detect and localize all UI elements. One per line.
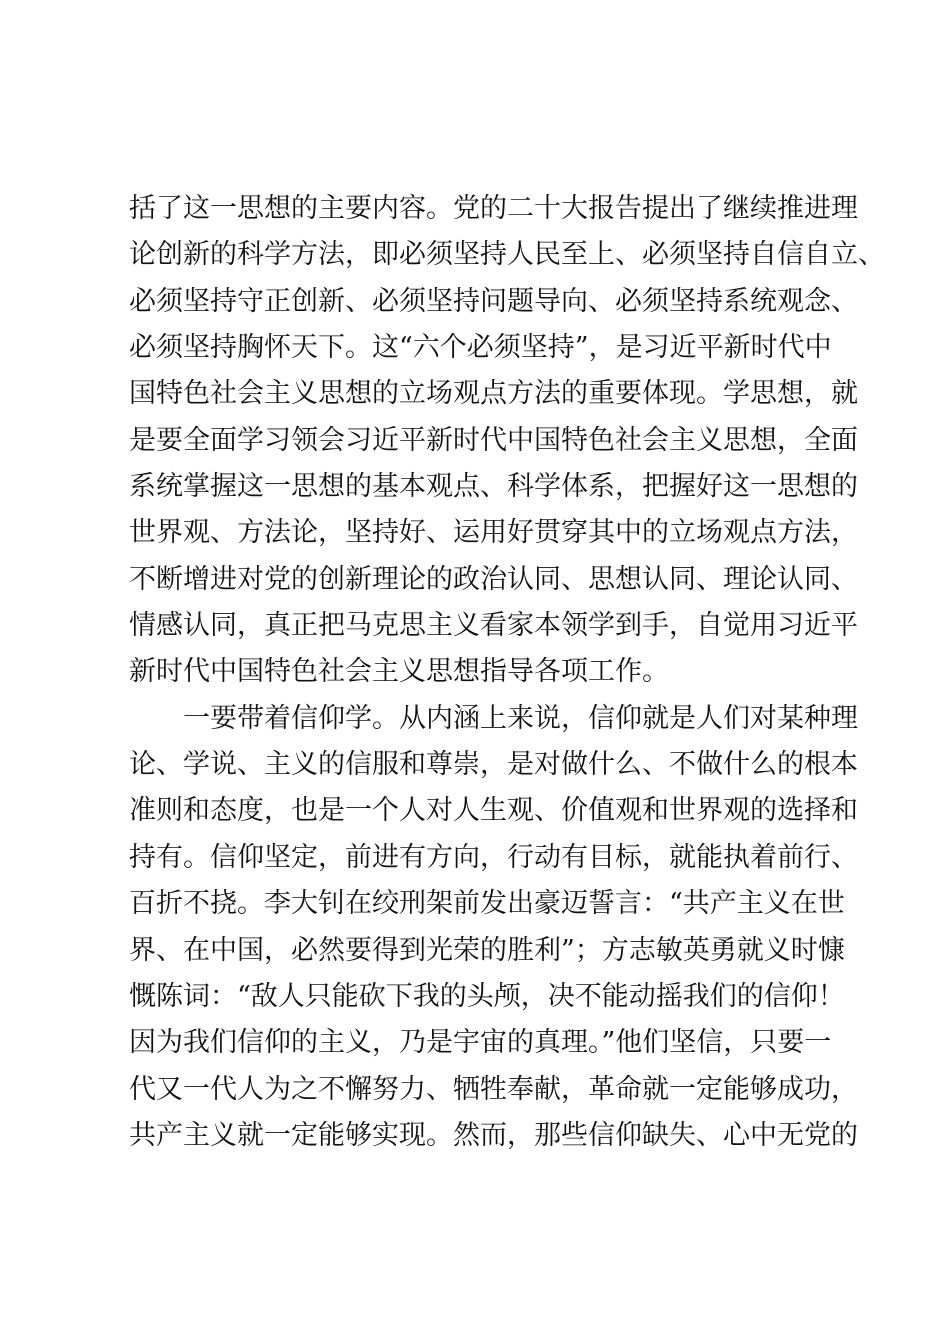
text-line: 系统掌握这一思想的基本观点、科学体系，把握好这一思想的 [129,471,858,503]
text-line: 慨陈词：“敌人只能砍下我的头颅，决不能动摇我们的信仰！ [129,980,845,1012]
text-line: 代又一代人为之不懈努力、牺牲奉献，革命就一定能够成功， [129,1073,858,1105]
text-line: 是要全面学习领会习近平新时代中国特色社会主义思想，全面 [129,424,858,456]
text-line: 准则和态度，也是一个人对人生观、价值观和世界观的选择和 [129,795,858,827]
text-line: 括了这一思想的主要内容。党的二十大报告提出了继续推进理 [129,193,858,224]
text-line: 百折不挠。李大钊在绞刑架前发出豪迈誓言：“共产主义在世 [129,888,845,920]
body-text [129,186,885,1159]
text-line: 界、在中国，必然要得到光荣的胜利”；方志敏英勇就义时慷 [129,934,845,966]
text-line: 必须坚持胸怀天下。这“六个必须坚持”，是习近平新时代中 [129,332,832,364]
text-line: 持有。信仰坚定，前进有方向，行动有目标，就能执着前行、 [129,841,858,873]
paragraph-first-line: 一要带着信仰学。从内涵上来说，信仰就是人们对某种理 [183,702,858,734]
text-line: 因为我们信仰的主义，乃是宇宙的真理。”他们坚信，只要一 [129,1027,832,1059]
text-line: 国特色社会主义思想的立场观点方法的重要体现。学思想，就 [129,378,858,410]
text-line: 共产主义就一定能够实现。然而，那些信仰缺失、心中无党的 [129,1119,858,1151]
text-line: 世界观、方法论，坚持好、运用好贯穿其中的立场观点方法， [129,517,858,549]
text-line: 论创新的科学方法，即必须坚持人民至上、必须坚持自信自立、 [129,239,885,271]
text-line: 必须坚持守正创新、必须坚持问题导向、必须坚持系统观念、 [129,285,858,317]
text-line: 情感认同，真正把马克思主义看家本领学到手，自觉用习近平 [129,610,858,642]
text-line: 不断增进对党的创新理论的政治认同、思想认同、理论认同、 [129,563,858,595]
text-line: 论、学说、主义的信服和尊崇，是对做什么、不做什么的根本 [129,749,858,781]
text-line: 新时代中国特色社会主义思想指导各项工作。 [129,656,669,688]
